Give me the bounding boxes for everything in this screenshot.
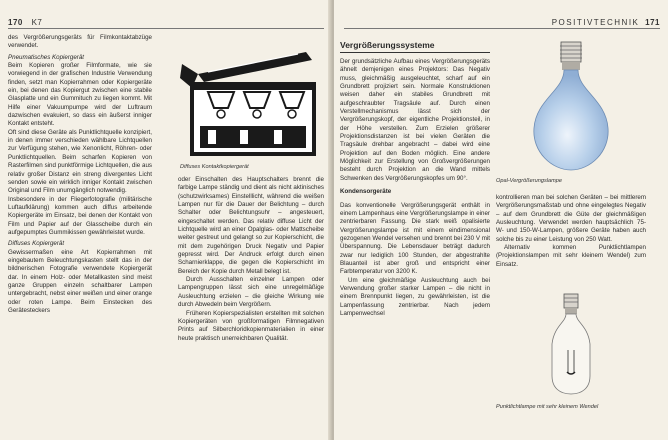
paragraph: Alternativ kommen Punktlichtlampen (Projektionslampen mit sehr kleinem Wendel) zum Einsatz. [496,244,646,268]
left-page-number: 170 [8,18,23,27]
opal-lamp-illustration [496,40,646,174]
paragraph: Früheren Kopierspezialisten erstellten mit solchen Kopiergeräten von großformatigen Filmnegativen Prints auf Silberchloridkopienmaterialien in einer heute praktisch unerreichbaren Qualität. [178,309,324,342]
left-page [0,0,332,440]
paragraph: Oft sind diese Geräte als Punktlichtquelle konzipiert, in denen immer verschieden wählbare Lichtquellen zur Verfügung stehen, wie Xenonlicht, Röhren- oder Punktlichtquellen. Beim scharfen Kopieren von Rasterfilmen sind punktförmige Lichtquellen, die aus relativ großer Distanz ein streng divergentes Licht senden sowie ein wirklich inniger Kontakt zwischen Original und Film unumgänglich notwendig. [8,128,152,195]
chapter-marker: K7 [31,18,43,27]
right-col-2 [496,194,646,284]
paragraph: des Vergrößerungsgeräts für Filmkontaktabzüge verwendet. [8,34,152,50]
left-col-1 [8,34,152,434]
subheading: Pneumatisches Kopiergerät [8,53,85,61]
paragraph: Der grundsätzliche Aufbau eines Vergrößerungsgeräts ähnelt demjenigen eines Projektors: Das Negativ muss, gleichmäßig ausgeleuchtet, scharf auf ein Grundbrett projiziert sein. Normale Konstruktionen weisen daher ein stabiles Grundbrett mit aufgeschraubter Tragsäule auf. Durch einen Verstellmechanismus lässt sich der Vergrößerungskopf, der eigentliche Projektionsteil, in der Höhe verstellen. Zum Erzielen größerer Projektionsdistanzen ist bei vielen Geräten die Tragsäule drehbar angebracht – dabei wird eine Projektion auf den Boden möglich. Eine andere Möglichkeit zur Erstellung von Großvergrößerungen besteht durch Projektion an die Wand mittels Schwenken des Vergrößerungskopfes um 90°. [340,58,490,182]
running-head: POSITIVTECHNIK [551,18,640,27]
section-title: Vergrößerungssysteme [340,40,490,53]
header-rule [344,28,660,29]
paragraph: Insbesondere in der Fliegerfotografie (militärische Luftaufklärung) kommen auch diffus arbeitende Kopiergeräte im Einsatz, bei denen der Kontakt von Film und Papier auf der Glasscheibe durch ein aufgepumptes Gummikissen gewährleistet wurde. [8,195,152,236]
figure-caption: Diffuses Kontaktkopiergerät [180,164,249,170]
paragraph: Um eine gleichmäßige Ausleuchtung auch bei Verwendung großer starker Lampen – die nicht in einem Brennpunkt liegen, zu gewährleisten, ist die Lampenfassung zentrierbar. Nach jedem Lampenwechsel [340,276,490,317]
subheading: Kondensorgeräte [340,188,392,196]
figure-caption: Opal-Vergrößerungslampe [496,178,563,184]
paragraph: kontrollieren man bei solchen Geräten – bei mittlerem Vergrößerungsmaßstab und ohne eingelegtes Negativ – auf dem Grundbrett die Güte der gleichmäßigen Ausleuchtung. Verwendet werden hauptsächlich 75-W- und 150-W-Lampen, größere Geräte haben auch solche bis zu einer Leistung von 250 Watt. [496,194,646,243]
paragraph: Beim Kopieren großer Filmformate, wie sie vorwiegend in der grafischen Industrie Verwendung finden, setzt man Kopierrahmen oder Kopiergeräte ein, bei denen das Kopiergut zwischen eine stabile Glasplatte und ein Gummituch zu liegen kommt. Mit Hilfe einer Vakuumpumpe wird der Luftraum dazwischen evakuiert, so dass ein äußerst inniger Kontakt entsteht. [8,62,152,128]
subheading: Diffuses Kopiergerät [8,240,65,248]
paragraph: oder Einschalten des Hauptschalters brennt die farbige Lampe ständig und dient als nicht aktinisches (schutzwirksames) Einstelllicht, während die weißen Lampen nur für die Dauer der Belichtung – durch Schalter oder Belichtungsuhr – angesteuert, eingeschaltet werden. Das relativ diffuse Licht der Lichtquelle wird an einer Opalglas- oder Mattscheibe weiter gestreut und gelangt so zur Kopierschicht, die mit dem zugehörigen Druck Negativ und Papier gepresst wird. Der Andruck erfolgt durch einen Scharnierklappe, die gegen die Kopierschicht im Bereich der Kopie durch Metall belegt ist. [178,176,324,275]
right-col-1 [340,58,490,436]
figure-caption: Punktlichtlampe mit sehr kleinem Wendel [496,404,599,410]
right-page [334,0,668,440]
contact-printer-illustration [178,34,324,160]
left-col-2 [178,176,324,436]
paragraph: Gewissermaßen eine Art Kopierrahmen mit eingebautem Beleuchtungskasten stellt das in der bildnerischen Fotografie verwendete Kopiergerät dar. In einem Holz- oder Metallkasten sind meist ganze Gruppen einzeln schaltbarer Lampen untergebracht, nebst einer weißen und einer orange oder roten Lampe. Beim Einstecken des Gerätesteckers [8,248,152,314]
paragraph: Das konventionelle Vergrößerungsgerät enthält in einem Lampenhaus eine Vergrößerungslampe in einer zentrierbaren Fassung. Die stark weiß opalisierte Vergrößerungslampe ist mit einem eindimensional gezogenen Wendel versehen und brennt bei 230 V mit Überspannung. Die Lebensdauer beträgt dadurch zwar nur lediglich 100 Stunden, der abgestrahlte Blauanteil ist aber groß und entspricht einer Farbtemperatur von 3200 K. [340,201,490,276]
header-rule [8,28,324,29]
point-light-lamp-illustration [496,290,646,402]
paragraph: Durch Ausschalten einzelner Lampen oder Lampengruppen lässt sich eine unregelmäßige Ausleuchtung erzielen – die gleiche Wirkung wie durch Abwedeln beim Vergrößern. [178,276,324,309]
right-page-number: 171 [645,18,660,27]
